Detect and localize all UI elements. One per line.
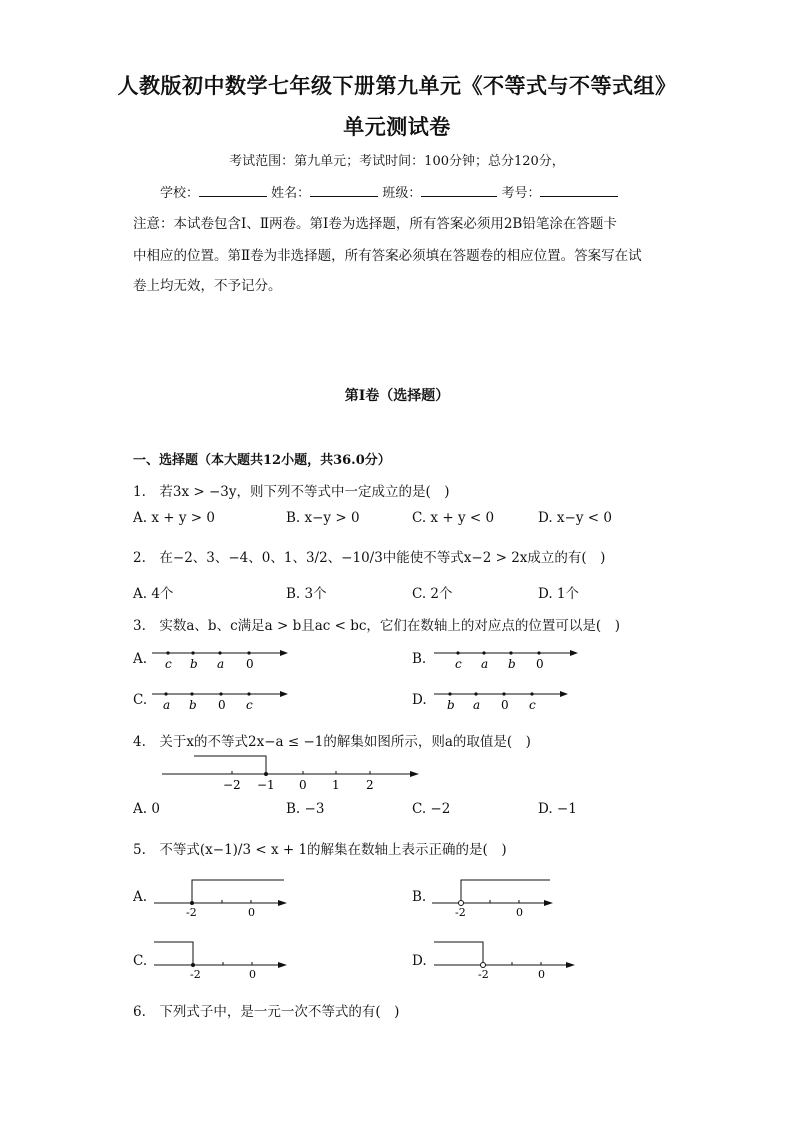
q5d-label-1: -2 bbox=[478, 968, 489, 981]
exam-no-blank[interactable] bbox=[540, 184, 618, 197]
q5-number-line-a bbox=[152, 872, 292, 920]
class-blank[interactable] bbox=[421, 184, 497, 197]
q3-option-b[interactable]: B. bbox=[412, 651, 427, 667]
q3-option-c[interactable]: C. bbox=[133, 692, 148, 708]
q5a-label-1: -2 bbox=[186, 906, 197, 919]
q4-option-b[interactable]: B. −3 bbox=[286, 801, 325, 817]
q3-number-line-d bbox=[432, 685, 572, 713]
q4-label-2: −1 bbox=[257, 778, 275, 792]
q2-option-b[interactable]: B. 3个 bbox=[286, 586, 327, 602]
notice-line-1: 注意：本试卷包含Ⅰ、Ⅱ两卷。第Ⅰ卷为选择题，所有答案必须用2B铅笔涂在答题卡 bbox=[133, 216, 617, 232]
q3-number-line-c bbox=[150, 685, 290, 713]
q4-option-c[interactable]: C. −2 bbox=[412, 801, 451, 817]
q3-option-d[interactable]: D. bbox=[412, 692, 427, 708]
q4-label-1: −2 bbox=[223, 778, 241, 792]
q1-option-c[interactable]: C. x + y < 0 bbox=[412, 510, 495, 526]
q5-option-c[interactable]: C. bbox=[133, 953, 148, 969]
q2-option-c[interactable]: C. 2个 bbox=[412, 586, 453, 602]
q4-label-3: 0 bbox=[299, 778, 307, 792]
q3d-label-3: 0 bbox=[501, 698, 509, 712]
school-label: 学校： bbox=[160, 186, 200, 201]
q4-label-4: 1 bbox=[332, 778, 340, 792]
q1-option-d[interactable]: D. x−y < 0 bbox=[538, 510, 612, 526]
q3b-label-3: b bbox=[508, 657, 516, 671]
q5b-label-1: -2 bbox=[455, 906, 466, 919]
exam-info: 考试范围：第九单元；考试时间：100分钟；总分120分， bbox=[229, 154, 565, 169]
class-label: 班级： bbox=[382, 186, 422, 201]
q1-option-a[interactable]: A. x + y > 0 bbox=[133, 510, 215, 526]
q3c-label-3: 0 bbox=[218, 698, 226, 712]
q5b-label-2: 0 bbox=[516, 906, 523, 919]
q5-option-d[interactable]: D. bbox=[412, 953, 427, 969]
school-blank[interactable] bbox=[199, 184, 267, 197]
question-4-stem: 4. 关于x的不等式2x−a ≤ −1的解集如图所示，则a的取值是( ) bbox=[133, 734, 531, 750]
q3d-label-2: a bbox=[473, 698, 481, 712]
q3c-label-1: a bbox=[163, 698, 171, 712]
q1-option-b[interactable]: B. x−y > 0 bbox=[286, 510, 360, 526]
notice-line-2: 中相应的位置。第Ⅱ卷为非选择题，所有答案必须填在答题卷的相应位置。答案写在试 bbox=[133, 248, 642, 264]
q3-number-line-a bbox=[150, 644, 290, 672]
q3-number-line-b bbox=[432, 644, 582, 672]
q3a-label-3: a bbox=[217, 657, 225, 671]
q3b-label-1: c bbox=[455, 657, 462, 671]
q3b-label-4: 0 bbox=[536, 657, 544, 671]
part1-title: 第Ⅰ卷（选择题） bbox=[344, 388, 450, 404]
q5-option-b[interactable]: B. bbox=[412, 889, 427, 905]
q5a-label-2: 0 bbox=[248, 906, 255, 919]
q5-number-line-c bbox=[152, 938, 292, 984]
question-5-stem: 5. 不等式(x−1)/3 < x + 1的解集在数轴上表示正确的是( ) bbox=[133, 842, 507, 858]
question-3-stem: 3. 实数a、b、c满足a > b且ac < bc，它们在数轴上的对应点的位置可以是( ) bbox=[133, 618, 620, 634]
q3d-label-4: c bbox=[529, 698, 536, 712]
name-blank[interactable] bbox=[310, 184, 378, 197]
q4-option-a[interactable]: A. 0 bbox=[133, 801, 160, 817]
q4-number-line bbox=[160, 752, 425, 792]
student-info-fields bbox=[160, 182, 618, 201]
q5-number-line-d bbox=[432, 938, 582, 984]
q4-label-5: 2 bbox=[366, 778, 374, 792]
q2-option-d[interactable]: D. 1个 bbox=[538, 586, 580, 602]
q5-option-a[interactable]: A. bbox=[133, 889, 148, 905]
name-label: 姓名： bbox=[271, 186, 311, 201]
page-title-line2: 单元测试卷 bbox=[343, 114, 451, 139]
q5c-label-1: -2 bbox=[190, 968, 201, 981]
notice-line-3: 卷上均无效，不予记分。 bbox=[133, 278, 282, 294]
page-title-line1: 人教版初中数学七年级下册第九单元《不等式与不等式组》 bbox=[117, 73, 677, 98]
section-heading: 一、选择题（本大题共12小题，共36.0分） bbox=[133, 453, 391, 468]
question-1-stem: 1. 若3x > −3y，则下列不等式中一定成立的是( ) bbox=[133, 484, 450, 500]
question-2-stem: 2. 在−2、3、−4、0、1、3/2、−10/3中能使不等式x−2 > 2x成立的有( ) bbox=[133, 550, 606, 566]
q3-option-a[interactable]: A. bbox=[133, 651, 148, 667]
q5-number-line-b bbox=[430, 872, 560, 920]
q3a-label-2: b bbox=[190, 657, 198, 671]
q2-option-a[interactable]: A. 4个 bbox=[133, 586, 174, 602]
q5d-label-2: 0 bbox=[538, 968, 545, 981]
q3a-label-4: 0 bbox=[246, 657, 254, 671]
q3b-label-2: a bbox=[481, 657, 489, 671]
q5c-label-2: 0 bbox=[249, 968, 256, 981]
exam-no-label: 考号： bbox=[501, 186, 541, 201]
question-6-stem: 6. 下列式子中，是一元一次不等式的有( ) bbox=[133, 1004, 400, 1020]
q3a-label-1: c bbox=[165, 657, 172, 671]
q3d-label-1: b bbox=[447, 698, 455, 712]
q4-option-d[interactable]: D. −1 bbox=[538, 801, 577, 817]
q3c-label-4: c bbox=[246, 698, 253, 712]
q3c-label-2: b bbox=[189, 698, 197, 712]
